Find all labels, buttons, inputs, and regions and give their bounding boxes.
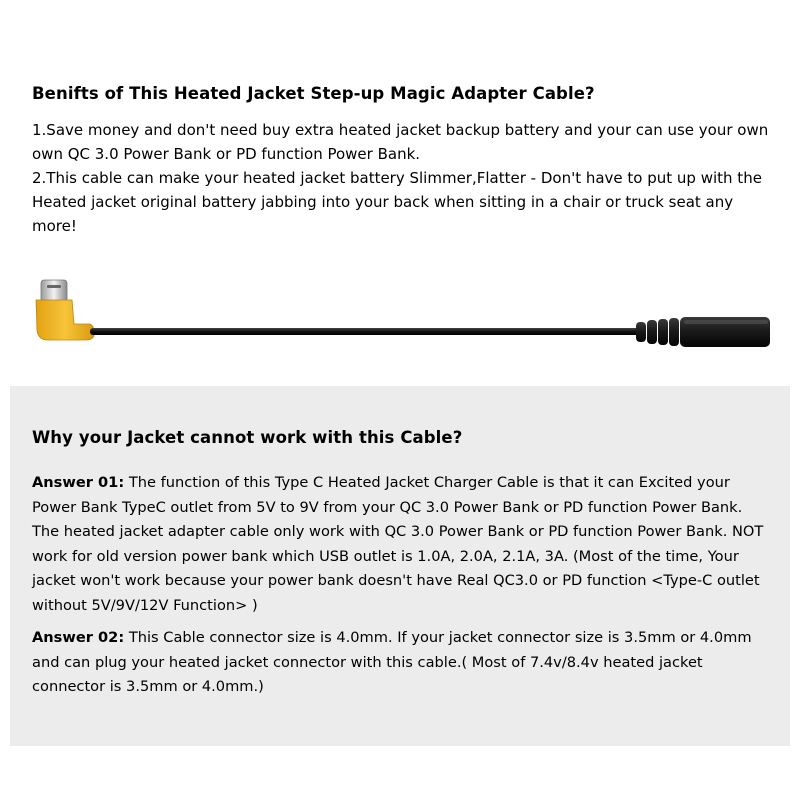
- benefit-point-1: 1.Save money and don't need buy extra heated jacket backup battery and your can use your own own QC 3.0 Power Bank or PD function Power Bank.: [32, 121, 769, 163]
- answer-01: [32, 471, 772, 618]
- benefits-heading: Benifts of This Heated Jacket Step-up Magic Adapter Cable?: [32, 84, 595, 103]
- faq-heading: Why your Jacket cannot work with this Cable?: [32, 428, 463, 447]
- faq-panel: [10, 386, 790, 746]
- answer-01-text: The function of this Type C Heated Jacket Charger Cable is that it can Excited your Power Bank TypeC outlet from 5V to 9V from your QC 3.0 Power Bank or PD function Power Bank. The heated jacket adapter cable only work with QC 3.0 Power Bank or PD function Power Bank. NOT work for old version power bank which USB outlet is 1.0A, 2.0A, 2.1A, 3A. (Most of the time, Your jacket won't work because your power bank doesn't have Real QC3.0 or PD function <Type-C outlet without 5V/9V/12V Function> ): [32, 474, 764, 614]
- benefits-section: [0, 0, 800, 386]
- product-image: [0, 268, 800, 368]
- benefit-point-2: 2.This cable can make your heated jacket battery Slimmer,Flatter - Don't have to put up with the Heated jacket original battery jabbing into your back when sitting in a chair or truck seat any more!: [32, 169, 762, 235]
- answer-02: [32, 626, 772, 700]
- answer-01-label: Answer 01:: [32, 474, 125, 491]
- answer-02-text: This Cable connector size is 4.0mm. If your jacket connector size is 3.5mm or 4.0mm and can plug your heated jacket connector with this cable.( Most of 7.4v/8.4v heated jacket connector is 3.5mm or 4.0mm.): [32, 629, 752, 695]
- usb-c-to-dc-cable-icon: [0, 268, 800, 368]
- answer-02-label: Answer 02:: [32, 629, 125, 646]
